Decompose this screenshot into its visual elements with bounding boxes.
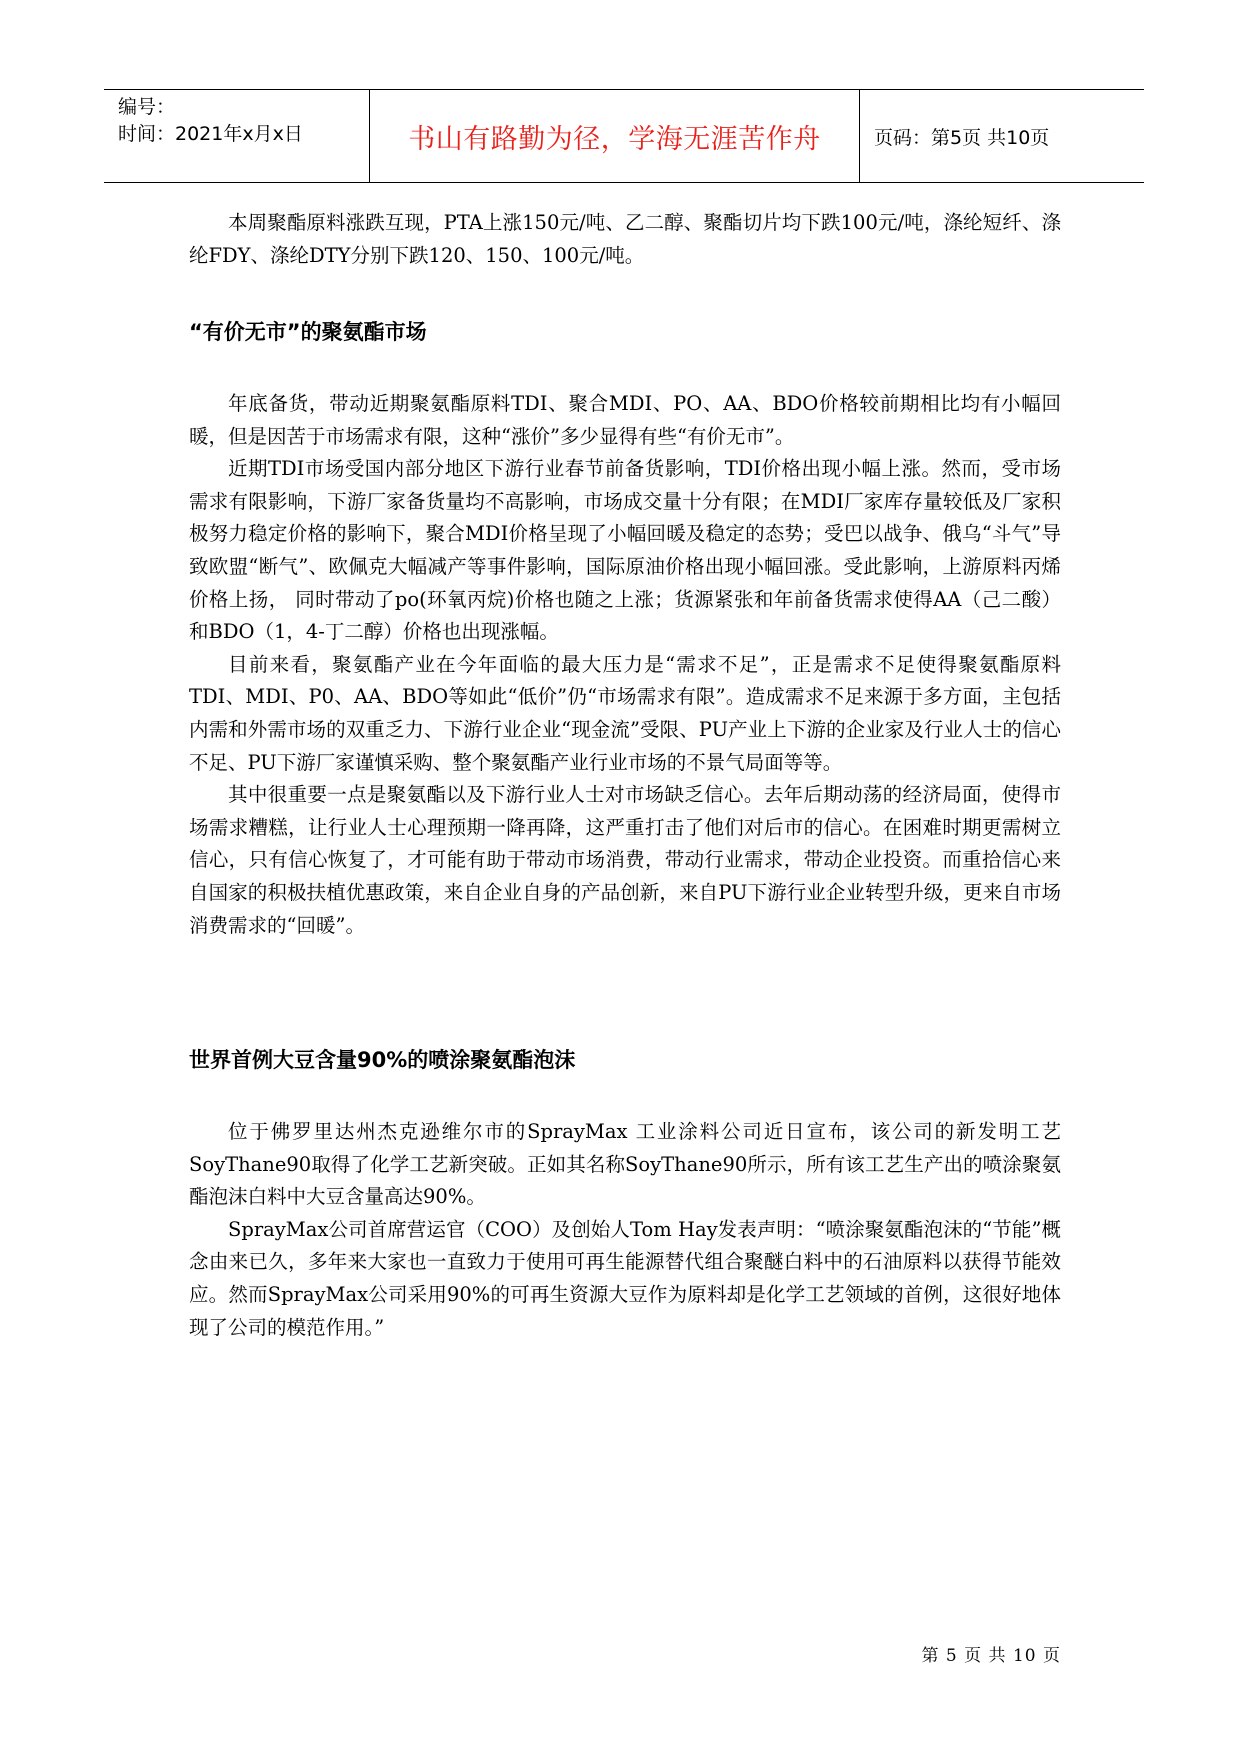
section-heading: 世界首例大豆含量90%的喷涂聚氨酯泡沫 xyxy=(189,1048,576,1072)
page-header xyxy=(104,89,1144,183)
paragraph: 位于佛罗里达州杰克逊维尔市的SprayMax 工业涂料公司近日宣布，该公司的新发明工艺SoyThane90取得了化学工艺新突破。正如其名称SoyThane90所示，所有该工艺生产出的喷涂聚氨酯泡沫白料中大豆含量高达90%。 xyxy=(189,1120,1061,1209)
header-left-cell xyxy=(104,90,370,182)
document-number-label: 编号： xyxy=(118,96,176,118)
paragraph: 年底备货，带动近期聚氨酯原料TDI、聚合MDI、PO、AA、BDO价格较前期相比均有小幅回暖，但是因苦于市场需求有限，这种“涨价”多少显得有些“有价无市”。 xyxy=(189,392,1061,448)
section-soy-foam-body xyxy=(189,1116,1061,1344)
header-motto: 书山有路勤为径，学海无涯苦作舟 xyxy=(370,90,860,182)
paragraph: 其中很重要一点是聚氨酯以及下游行业人士对市场缺乏信心。去年后期动荡的经济局面，使得市场需求糟糕，让行业人士心理预期一降再降，这严重打击了他们对后市的信心。在困难时期更需树立信心，只有信心恢复了，才可能有助于带动市场消费，带动行业需求，带动企业投资。而重拾信心来自国家的积极扶植优惠政策，来自企业自身的产品创新，来自PU下游行业企业转型升级，更来自市场消费需求的“回暖”。 xyxy=(189,783,1061,937)
section-soy-foam xyxy=(189,1045,1061,1075)
header-page-label: 页码：第5页 共10页 xyxy=(874,126,1050,149)
section-polyurethane-body xyxy=(189,388,1061,942)
paragraph: 本周聚酯原料涨跌互现，PTA上涨150元/吨、乙二醇、聚酯切片均下跌100元/吨，涤纶短纤、涤纶FDY、涤纶DTY分别下跌120、150、100元/吨。 xyxy=(189,211,1061,267)
section-polyurethane-market xyxy=(189,317,1061,347)
paragraph: SprayMax公司首席营运官（COO）及创始人Tom Hay发表声明：“喷涂聚氨酯泡沫的“节能”概念由来已久，多年来大家也一直致力于使用可再生能源替代组合聚醚白料中的石油原料以获得节能效应。然而SprayMax公司采用90%的可再生资源大豆作为原料却是化学工艺领域的首例，这很好地体现了公司的模范作用。” xyxy=(189,1217,1061,1339)
section-polyester xyxy=(189,207,1061,272)
document-time-label: 时间：2021年x月x日 xyxy=(118,123,303,145)
paragraph: 近期TDI市场受国内部分地区下游行业春节前备货影响，TDI价格出现小幅上涨。然而，受市场需求有限影响，下游厂家备货量均不高影响，市场成交量十分有限；在MDI厂家库存量较低及厂家积极努力稳定价格的影响下，聚合MDI价格呈现了小幅回暖及稳定的态势；受巴以战争、俄乌“斗气”导致欧盟“断气”、欧佩克大幅减产等事件影响，国际原油价格出现小幅回涨。受此影响，上游原料丙烯价格上扬， 同时带动了po(环氧丙烷)价格也随之上涨；货源紧张和年前备货需求使得AA（己二酸）和BDO（1，4-丁二醇）价格也出现涨幅。 xyxy=(189,457,1061,644)
section-heading: “有价无市”的聚氨酯市场 xyxy=(189,320,427,344)
paragraph: 目前来看，聚氨酯产业在今年面临的最大压力是“需求不足”，正是需求不足使得聚氨酯原料TDI、MDI、P0、AA、BDO等如此“低价”仍“市场需求有限”。造成需求不足来源于多方面，主包括内需和外需市场的双重乏力、下游行业企业“现金流”受限、PU产业上下游的企业家及行业人士的信心不足、PU下游厂家谨慎采购、整个聚氨酯产业行业市场的不景气局面等等。 xyxy=(189,652,1061,774)
page-footer: 第 5 页 共 10 页 xyxy=(921,1646,1061,1666)
